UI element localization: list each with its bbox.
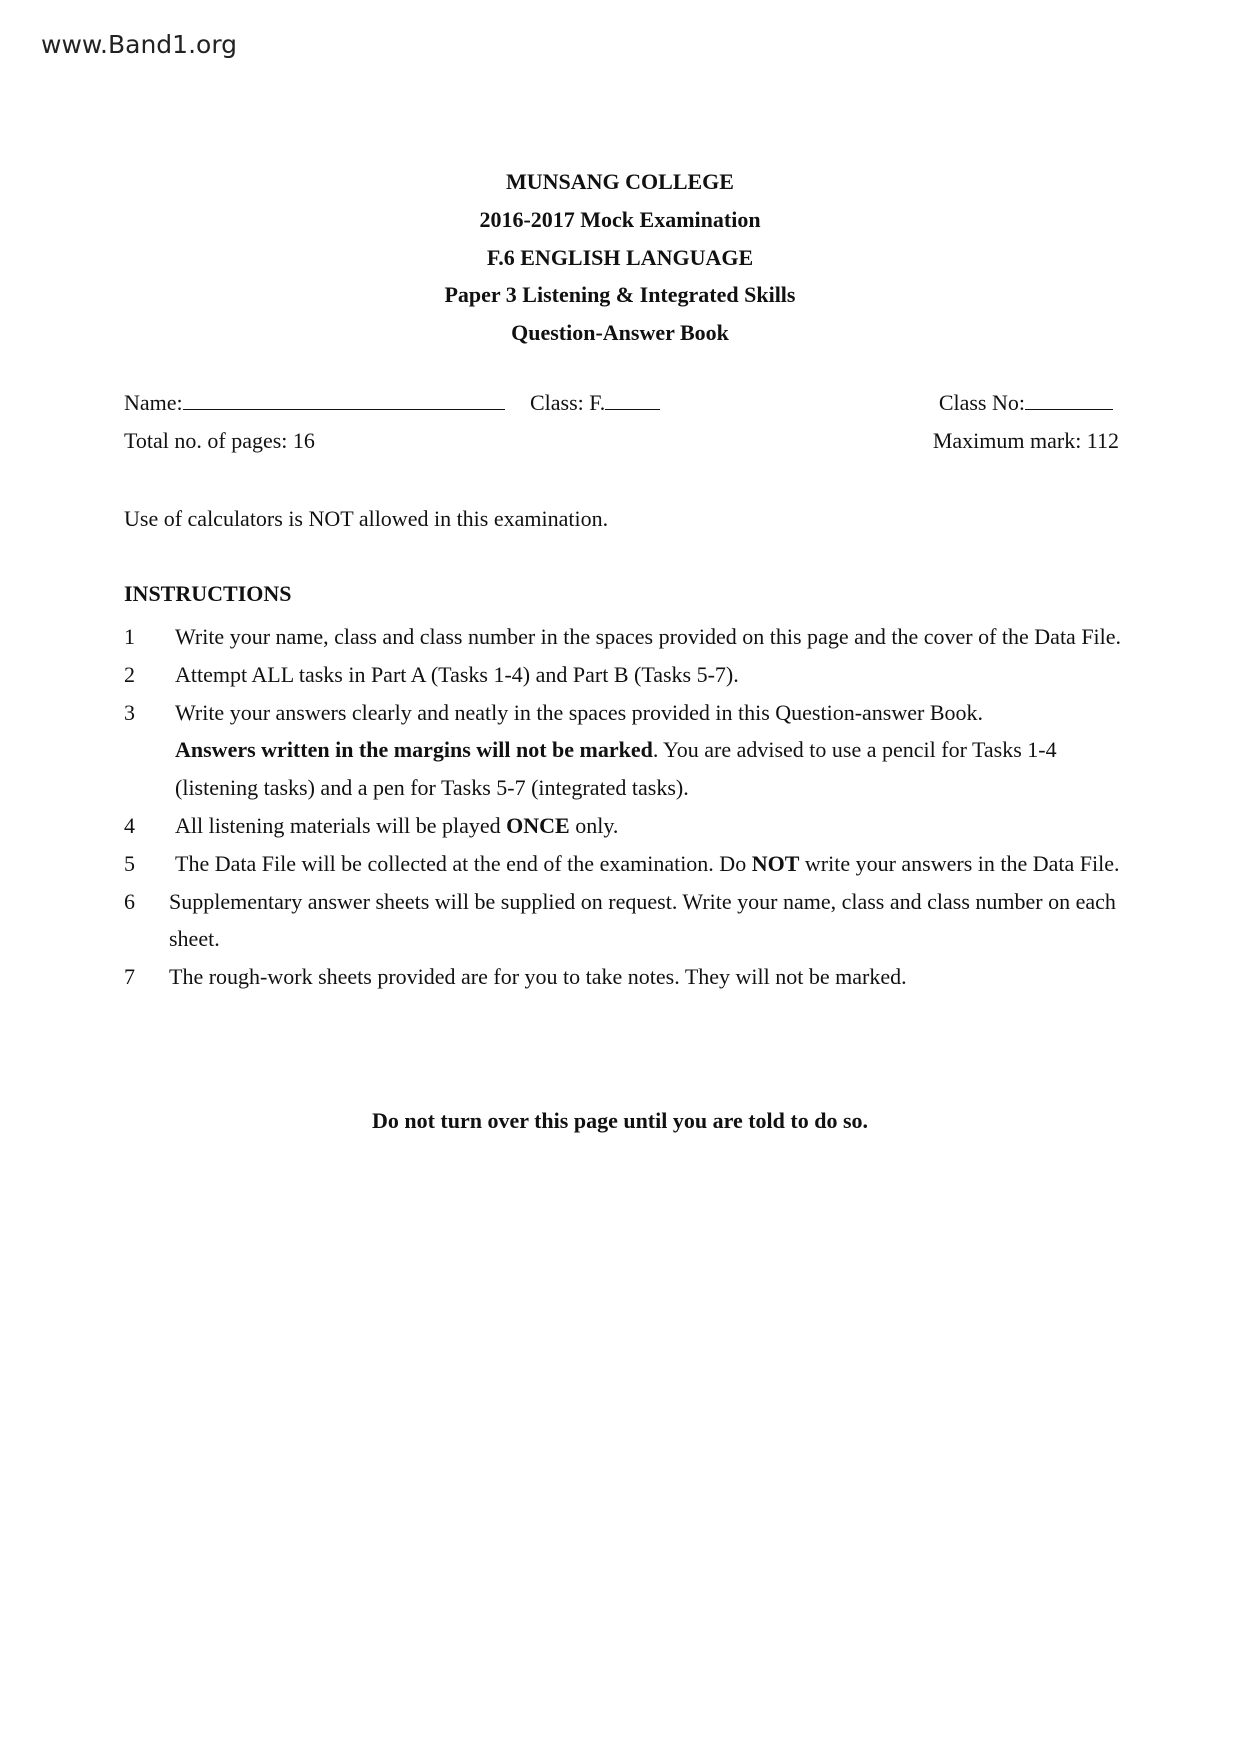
class-blank-line[interactable] — [605, 391, 660, 410]
instruction-text: Supplementary answer sheets will be supplied on request. Write your name, class and class number on each sheet. — [169, 888, 1116, 952]
instructions-list — [124, 618, 1124, 996]
instruction-number: 7 — [124, 964, 135, 990]
class-no-field[interactable] — [939, 390, 1113, 416]
calculator-note: Use of calculators is NOT allowed in this examination. — [124, 506, 609, 531]
class-field[interactable] — [530, 390, 660, 416]
subject-name: F.6 ENGLISH LANGUAGE — [486, 244, 754, 270]
class-no-label: Class No: — [938, 390, 1025, 415]
instruction-item — [124, 618, 1124, 656]
exam-name: 2016-2017 Mock Examination — [479, 206, 761, 232]
instruction-text: The rough-work sheets provided are for you to take notes. They will not be marked. — [169, 964, 907, 990]
instruction-number: 2 — [124, 661, 135, 687]
exam-title-block — [0, 163, 1240, 352]
total-pages: Total no. of pages: 16 — [124, 428, 315, 453]
book-type: Question-Answer Book — [511, 320, 729, 346]
class-label: Class: F. — [530, 390, 606, 415]
instructions-heading: INSTRUCTIONS — [124, 581, 292, 606]
instruction-item — [124, 694, 1124, 807]
school-name: MUNSANG COLLEGE — [506, 169, 734, 194]
student-info-row — [124, 390, 1119, 420]
instruction-text: Write your answers clearly and neatly in the spaces provided in this Question-answer Book. — [175, 699, 984, 725]
instruction-text: Write your name, class and class number in the spaces provided on this page and the cover of the Data File. — [175, 624, 1122, 649]
do-not-turn-notice: Do not turn over this page until you are told to do so. — [371, 1108, 869, 1133]
instruction-text-continued: . You are advised to use a pencil for Tasks 1-4 (listening tasks) and a pen for Tasks 5-7 (integrated tasks). — [175, 737, 1057, 801]
instruction-number: 1 — [124, 624, 135, 649]
instruction-number: 5 — [124, 850, 135, 876]
instruction-number: 3 — [124, 699, 135, 725]
instruction-emphasis: NOT — [751, 850, 800, 876]
instruction-text-continued: write your answers in the Data File. — [799, 850, 1120, 876]
instruction-item — [124, 958, 1124, 996]
instruction-text: The Data File will be collected at the end of the examination. Do — [175, 850, 752, 876]
name-label: Name: — [124, 390, 183, 415]
paper-info-row — [124, 428, 1119, 458]
name-blank-line[interactable] — [183, 391, 505, 410]
instruction-text-continued: only. — [569, 812, 619, 838]
class-no-blank-line[interactable] — [1025, 391, 1113, 410]
paper-name: Paper 3 Listening & Integrated Skills — [444, 282, 796, 308]
name-field[interactable] — [124, 390, 505, 416]
instruction-text: Attempt ALL tasks in Part A (Tasks 1-4) and Part B (Tasks 5-7). — [175, 661, 739, 687]
instruction-item — [124, 845, 1124, 883]
instruction-item — [124, 656, 1124, 694]
instruction-emphasis: Answers written in the margins will not be marked — [175, 737, 653, 763]
instruction-item — [124, 883, 1124, 959]
watermark-url: www.Band1.org — [41, 30, 238, 59]
instruction-emphasis: ONCE — [506, 812, 570, 838]
maximum-mark: Maximum mark: 112 — [932, 428, 1119, 453]
instruction-item — [124, 807, 1124, 845]
instruction-number: 4 — [124, 812, 135, 838]
instruction-number: 6 — [124, 888, 135, 914]
instruction-text: All listening materials will be played — [175, 812, 507, 838]
